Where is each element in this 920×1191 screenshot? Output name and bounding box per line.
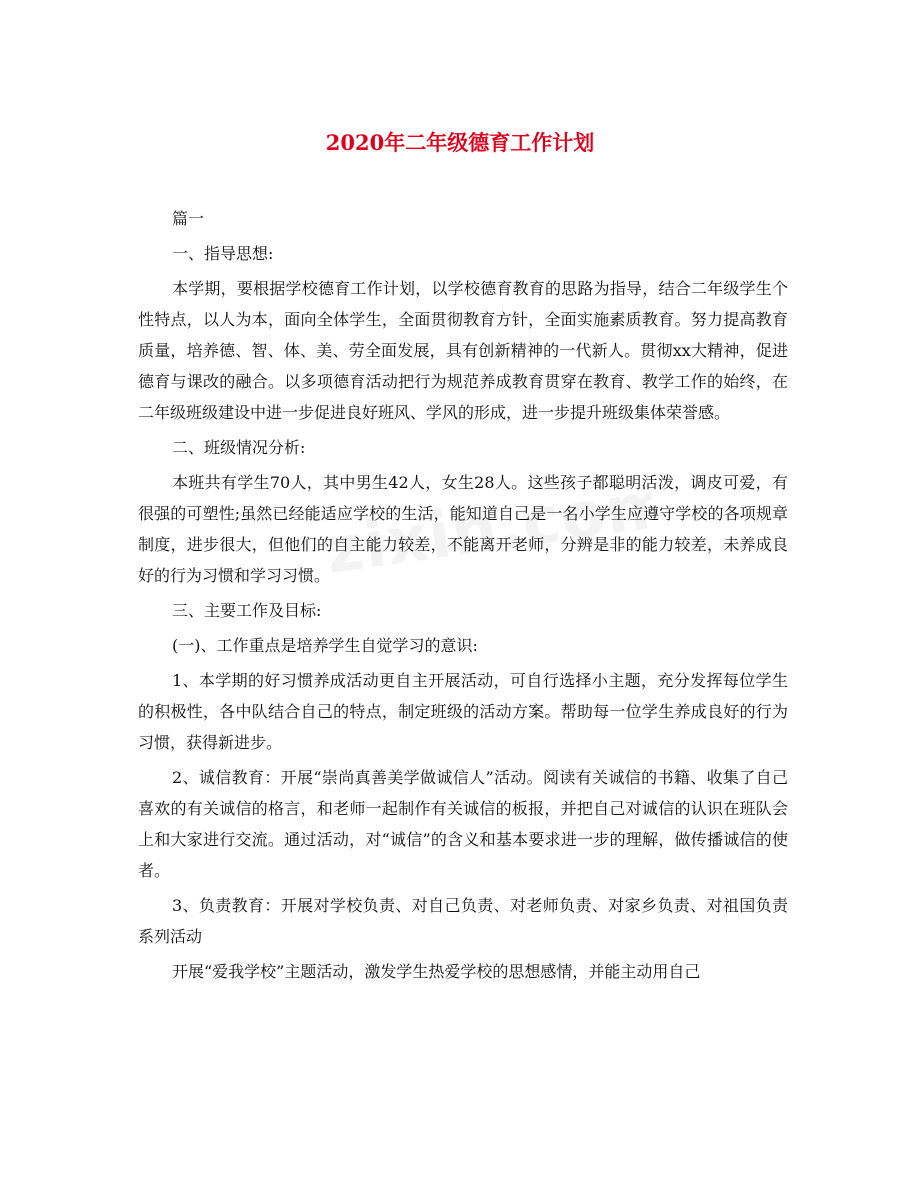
paragraph-item-3: 3、负责教育：开展对学校负责、对自己负责、对老师负责、对家乡负责、对祖国负责系列活动 — [138, 896, 788, 946]
subheading-work-focus: (一)、工作重点是培养学生自觉学习的意识: — [172, 636, 478, 655]
paragraph-class-analysis: 本班共有学生70人，其中男生42人，女生28人。这些孩子都聪明活泼，调皮可爱，有很强的可塑性;虽然已经能适应学校的生活，能知道自己是一名小学生应遵守学校的各项规章制度，进步很大，但他们的自主能力较差，不能离开老师，分辨是非的能力较差，未养成良好的行为习惯和学习习惯。 — [138, 473, 788, 585]
document-title: 2020年二年级德育工作计划 — [325, 130, 595, 155]
document-body — [138, 203, 788, 991]
paragraph-section-label: 篇一 — [172, 209, 205, 228]
heading-guiding-thought: 一、指导思想: — [172, 244, 274, 263]
paragraph-item-1: 1、本学期的好习惯养成活动更自主开展活动，可自行选择小主题，充分发挥每位学生的积极性，各中队结合自己的特点，制定班级的活动方案。帮助每一位学生养成良好的行为习惯，获得新进步。 — [138, 671, 788, 752]
paragraph-continuation: 开展“爱我学校”主题活动，激发学生热爱学校的思想感情，并能主动用自己 — [172, 962, 701, 981]
paragraph-item-2: 2、诚信教育：开展“崇尚真善美学做诚信人”活动。阅读有关诚信的书籍、收集了自己喜欢的有关诚信的格言，和老师一起制作有关诚信的板报，并把自己对诚信的认识在班队会上和大家进行交流。通过活动，对“诚信”的含义和基本要求进一步的理解，做传播诚信的使者。 — [138, 768, 788, 880]
heading-class-analysis: 二、班级情况分析: — [172, 438, 306, 457]
paragraph-guiding-thought: 本学期，要根据学校德育工作计划，以学校德育教育的思路为指导，结合二年级学生个性特点，以人为本，面向全体学生，全面贯彻教育方针，全面实施素质教育。努力提高教育质量，培养德、智、体、美、劳全面发展，具有创新精神的一代新人。贯彻xx大精神，促进德育与课改的融合。以多项德育活动把行为规范养成教育贯穿在教育、教学工作的始终，在二年级班级建设中进一步促进良好班风、学风的形成，进一步提升班级集体荣誉感。 — [138, 279, 788, 422]
heading-main-work: 三、主要工作及目标: — [172, 601, 322, 620]
